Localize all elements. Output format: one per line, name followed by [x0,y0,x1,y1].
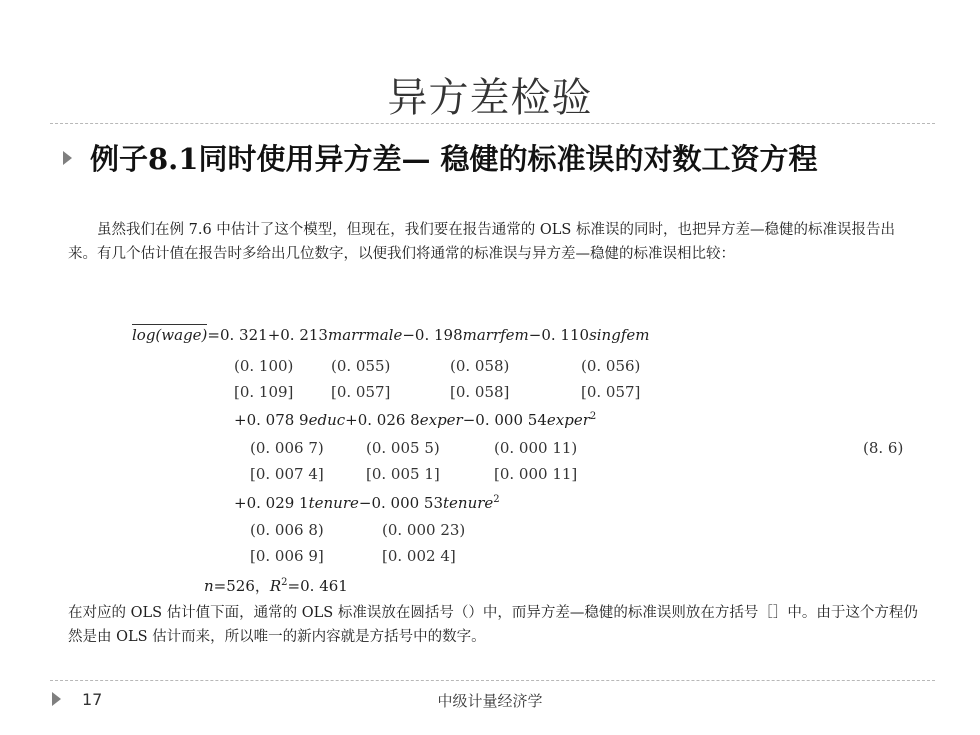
rse-intercept: [0. 109] [234,383,294,401]
se-tenuresq: (0. 000 23) [382,521,466,539]
footer-divider [50,680,935,681]
se-exper: (0. 005 5) [366,439,440,457]
r2-value: =0. 461 [287,577,348,595]
r2-label: R [269,577,282,595]
intro-paragraph: 虽然我们在例 7.6 中估计了这个模型，但现在，我们要在报告通常的 OLS 标准误的同时，也把异方差—稳健的标准误报告出来。有几个估计值在报告时多给出几位数字，以便我们将通常的标准误与异方差—稳健的标准误相比较： [68,222,895,262]
course-name: 中级计量经济学 [437,692,543,710]
se-marrmale: (0. 055) [331,357,391,375]
coef-tenure: +0. 029 1 [234,494,309,512]
note-paragraph: 在对应的 OLS 估计值下面，通常的 OLS 标准误放在圆括号（）中，而异方差—稳健的标准误则放在方括号［］中。由于这个方程仍然是由 OLS 估计而来，所以唯一的新内容就是方括号中的数字。 [68,605,918,645]
slide-title: 异方差检验 [387,75,593,121]
equation-number: (8. 6) [863,439,904,457]
var-expersq: exper [546,411,590,429]
rse-tenure: [0. 006 9] [250,547,324,565]
se-educ: (0. 006 7) [250,439,324,457]
rse-tenuresq: [0. 002 4] [382,547,456,565]
expersq-exponent: 2 [589,411,597,422]
coef-singfem: −0. 110 [528,326,590,344]
se-marrfem: (0. 058) [450,357,510,375]
rse-singfem: [0. 057] [581,383,641,401]
rse-expersq: [0. 000 11] [494,465,578,483]
coef-tenuresq: −0. 000 53 [358,494,444,512]
intercept: =0. 321 [207,326,268,344]
coef-marrfem: −0. 198 [402,326,463,344]
se-expersq: (0. 000 11) [494,439,578,457]
se-tenure: (0. 006 8) [250,521,324,539]
n-value: =526， [213,577,270,595]
rse-educ: [0. 007 4] [250,465,324,483]
equation-line-3 [234,494,500,512]
equation-lhs: log(wage) [132,326,208,344]
coef-educ: +0. 078 9 [234,411,309,429]
var-singfem: singfem [589,326,650,344]
title-divider [50,123,935,124]
rse-marrfem: [0. 058] [450,383,510,401]
coef-marrmale: +0. 213 [267,326,328,344]
model-stats [204,575,348,596]
var-marrmale: marrmale [327,326,403,344]
equation-line-2 [234,411,596,429]
n-label: n [204,577,214,595]
var-educ: educ [308,411,346,429]
var-tenure: tenure [308,494,359,512]
rse-marrmale: [0. 057] [331,383,391,401]
coef-exper: +0. 026 8 [345,411,420,429]
bullet-arrow-icon [63,151,72,165]
var-exper: exper [419,411,463,429]
page-number: 17 [82,690,103,709]
coef-expersq: −0. 000 54 [462,411,547,429]
equation-line-1 [132,326,649,344]
var-tenuresq: tenure [443,494,494,512]
r2-exponent: 2 [281,577,288,588]
rse-exper: [0. 005 1] [366,465,440,483]
tenuresq-exponent: 2 [493,494,500,505]
se-intercept: (0. 100) [234,357,294,375]
bullet-heading: 例子8.1同时使用异方差— 稳健的标准误的对数工资方程 [90,142,818,176]
se-singfem: (0. 056) [581,357,641,375]
var-marrfem: marrfem [462,326,529,344]
